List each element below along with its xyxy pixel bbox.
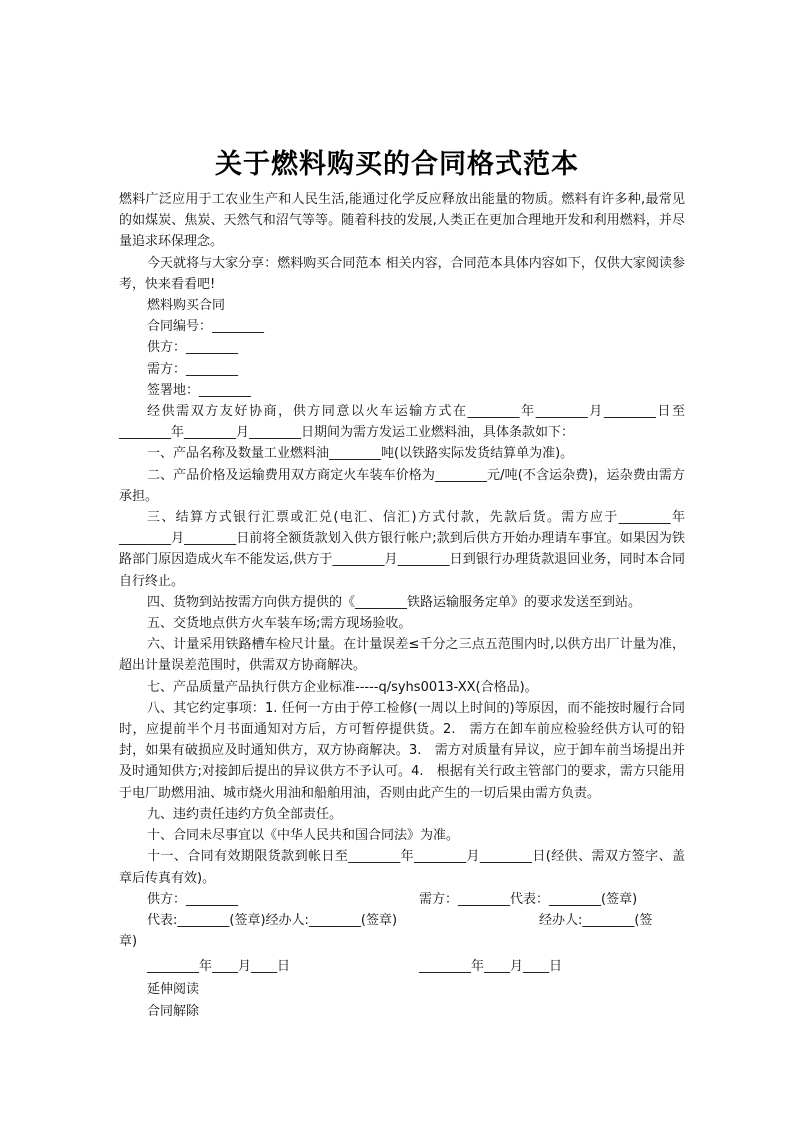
- contract-heading: 燃料购买合同: [147, 298, 226, 314]
- clause-8: 八、其它约定事项：1. 任何一方由于停工检修(一周以上时间的)等原因，而不能按时履行合同时，应提前半个月书面通知对方后，方可暂停提供货。2. 需方在卸车前应检验经供方认可的铅封，如果有破损应及时通知供方，双方协商解决。3. 需方对质量有异议，应于卸车前当场提出并及时通知供方;对接卸后提出的异议供方不予认可。4. 根据有关行政主管部门的要求，需方只能用于电厂助燃用油、城市烧火用油和船舶用油，否则由此产生的一切后果由需方负责。: [119, 700, 685, 801]
- clause-6: 六、计量采用铁路槽车检尺计量。在计量误差≤千分之三点五范围内时,以供方出厂计量为准，超出计量误差范围时，供需双方协商解决。: [119, 637, 685, 674]
- contract-number-field: 合同编号：________: [147, 319, 265, 335]
- clause-7: 七、产品质量产品执行供方企业标准-----q/syhs0013-XX(合格品)。: [147, 679, 538, 695]
- clause-9: 九、违约责任违约方负全部责任。: [147, 806, 343, 822]
- signature-buyer-rep: 需方：________代表：________(签章): [419, 891, 638, 907]
- date-right: ________年____月____日: [419, 959, 563, 975]
- signature-rep: 代表:________(签章)经办人:________(签章): [147, 912, 398, 928]
- signature-row-2: [119, 910, 685, 931]
- intro-paragraph: 燃料广泛应用于工农业生产和人民生活,能通过化学反应释放出能量的物质。燃料有许多种,最常见的如煤炭、焦炭、天然气和沼气等等。随着科技的发展,人类正在更加合理地开发和利用燃料，并尽量追求环保理念。: [119, 192, 685, 250]
- clause-11: 十一、合同有效期限货款到帐日至________年________月________日(经供、需双方签字、盖章后传真有效)。: [119, 849, 685, 886]
- buyer-field: 需方：________: [147, 361, 239, 377]
- signing-place-field: 签署地：________: [147, 382, 252, 398]
- date-left: ________年____月____日: [147, 959, 291, 975]
- signature-handler: 经办人:________(签: [539, 912, 653, 928]
- signature-row-3: [119, 931, 685, 952]
- signature-dates: [119, 956, 685, 977]
- contract-termination-link[interactable]: 合同解除: [147, 1003, 200, 1019]
- clause-3: 三、结算方式银行汇票或汇兑(电汇、信汇)方式付款，先款后货。需方应于________年________月________日前将全额货款划入供方银行帐户;款到后供方开始办理请车事宜。如果因为铁路部门原因造成火车不能发运,供方于________月________日到银行办理货款退回业务，同时本合同自行终止。: [119, 510, 685, 589]
- clause-preamble: 经供需双方友好协商，供方同意以火车运输方式在________年________月________日至________年________月________日期间为需方发运工业燃料油，具体条款如下：: [119, 404, 685, 441]
- clause-5: 五、交货地点供方火车装车场;需方现场验收。: [147, 616, 412, 632]
- clause-2: 二、产品价格及运输费用双方商定火车装车价格为________元/吨(不含运杂费)，运杂费由需方承担。: [119, 467, 685, 504]
- signature-row-1: [119, 889, 685, 910]
- signature-supplier: 供方：________: [147, 891, 239, 907]
- clause-1: 一、产品名称及数量工业燃料油________吨(以铁路实际发货结算单为准)。: [147, 446, 574, 462]
- clause-4: 四、货物到站按需方向供方提供的《________铁路运输服务定单》的要求发送至到站。: [147, 594, 642, 610]
- signature-handler-tail: 章): [119, 934, 138, 950]
- intro-share-paragraph: 今天就将与大家分享：燃料购买合同范本 相关内容，合同范本具体内容如下，仅供大家阅读参考，快来看看吧!: [119, 255, 685, 292]
- extended-reading-label: 延伸阅读: [147, 982, 200, 998]
- document-body: [119, 189, 685, 1022]
- supplier-field: 供方：________: [147, 340, 239, 356]
- document-title: 关于燃料购买的合同格式范本: [215, 149, 579, 181]
- clause-10: 十、合同未尽事宜以《中华人民共和国合同法》为准。: [147, 828, 460, 844]
